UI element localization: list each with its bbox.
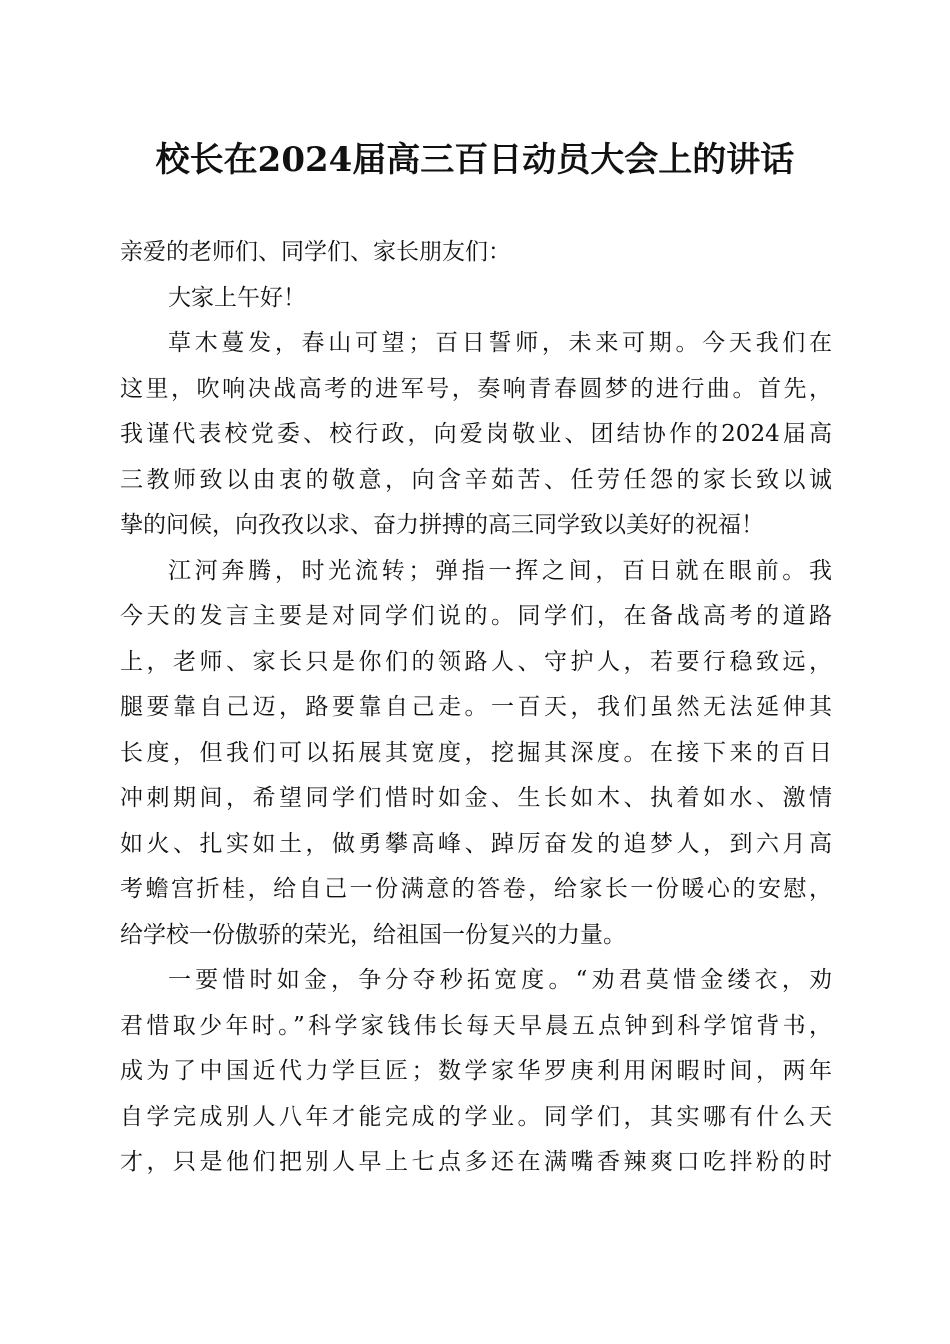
paragraph-line: 才，只是他们把别人早上七点多还在满嘴香辣爽口吃拌粉的时 [120,1149,832,1175]
paragraph-line: 给学校一份傲骄的荣光，给祖国一份复兴的力量。 [120,921,626,948]
paragraph-line: 君惜取少年时。”科学家钱伟长每天早晨五点钟到科学馆背书， [120,1012,832,1039]
document-body [120,230,832,1186]
paragraph-line: 长度，但我们可以拓展其宽度，挖掘其深度。在接下来的百日 [120,739,832,766]
paragraph-line: 三教师致以由衷的敬意，向含辛茹苦、任劳任怨的家长致以诚 [120,466,832,493]
paragraph-line: 挚的问候，向孜孜以求、奋力拼搏的高三同学致以美好的祝福！ [120,512,764,538]
paragraph-line: 上，老师、家长只是你们的领路人、守护人，若要行稳致远， [120,648,832,675]
greeting-line: 大家上午好！ [168,284,306,311]
paragraph-line: 今天的发言主要是对同学们说的。同学们，在备战高考的道路 [120,603,832,629]
paragraph-line: 这里，吹响决战高考的进军号，奏响青春圆梦的进行曲。首先， [120,375,832,402]
paragraph-line: 腿要靠自己迈，路要靠自己走。一百天，我们虽然无法延伸其 [120,694,832,720]
paragraph-line: 自学完成别人八年才能完成的学业。同学们，其实哪有什么天 [120,1103,832,1130]
paragraph-line: 冲刺期间，希望同学们惜时如金、生长如木、执着如水、激情 [120,785,832,811]
paragraph-line: 我谨代表校党委、校行政，向爱岗敬业、团结协作的2024届高 [120,421,832,447]
paragraph-line: 考蟾宫折桂，给自己一份满意的答卷，给家长一份暖心的安慰， [120,876,832,902]
paragraph-line: 草木蔓发，春山可望；百日誓师，未来可期。今天我们在 [168,330,832,356]
salutation-line: 亲爱的老师们、同学们、家长朋友们： [120,239,511,265]
paragraph-line: 一要惜时如金，争分夺秒拓宽度。“劝君莫惜金缕衣，劝 [168,967,832,993]
document-title: 校长在2024届高三百日动员大会上的讲话 [155,140,795,180]
paragraph-line: 如火、扎实如土，做勇攀高峰、踔厉奋发的追梦人，到六月高 [120,830,832,857]
paragraph-line: 江河奔腾，时光流转；弹指一挥之间，百日就在眼前。我 [168,557,832,584]
paragraph-line: 成为了中国近代力学巨匠；数学家华罗庚利用闲暇时间，两年 [120,1058,832,1084]
